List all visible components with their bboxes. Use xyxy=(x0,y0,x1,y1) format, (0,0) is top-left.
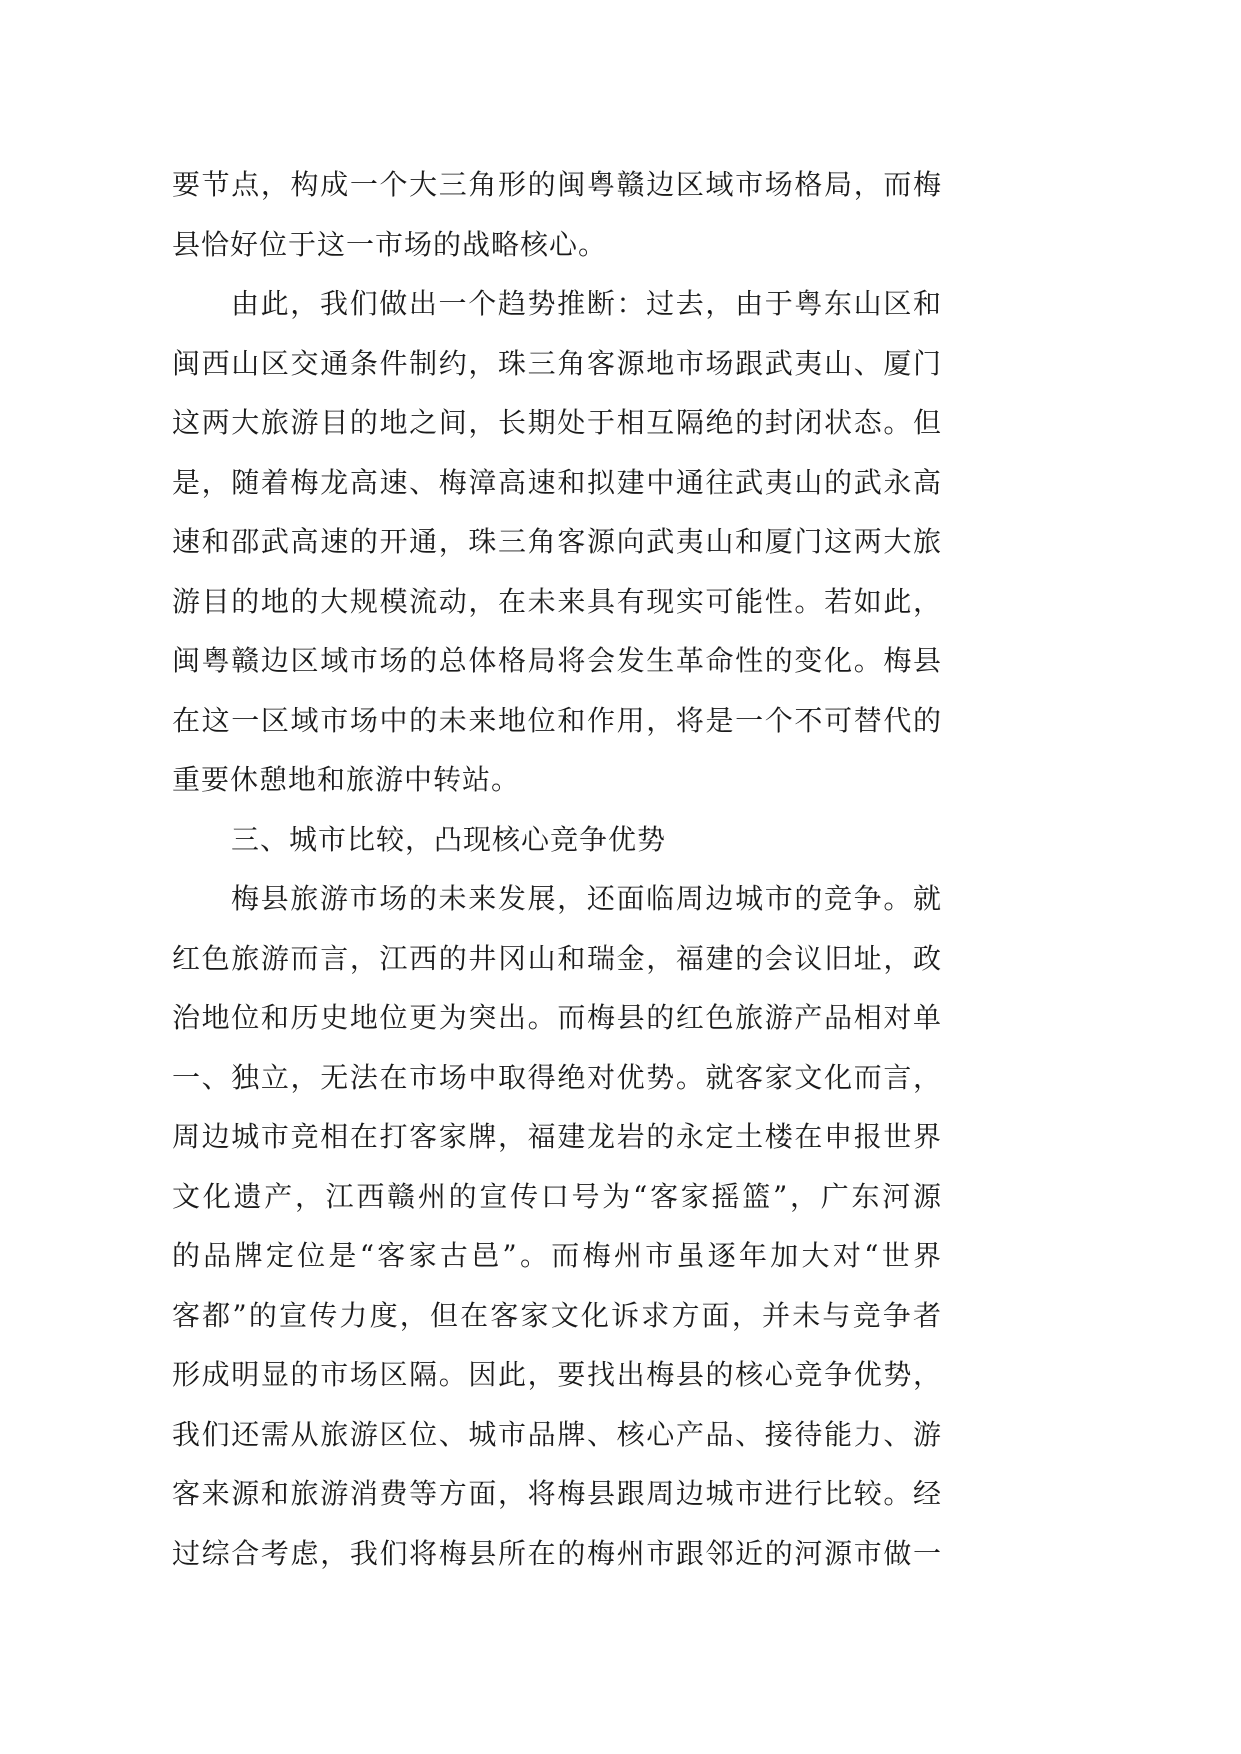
text-line: 梅县旅游市场的未来发展，还面临周边城市的竞争。就 xyxy=(231,882,942,915)
text-line: 要节点，构成一个大三角形的闽粤赣边区域市场格局，而梅 xyxy=(172,168,942,201)
paragraph xyxy=(172,274,942,810)
text-line: 红色旅游而言，江西的井冈山和瑞金，福建的会议旧址，政 xyxy=(172,941,942,975)
text-line: 闽西山区交通条件制约，珠三角客源地市场跟武夷山、厦门 xyxy=(172,346,942,380)
text-line: 过综合考虑，我们将梅县所在的梅州市跟邻近的河源市做一 xyxy=(172,1536,942,1570)
text-line: 是，随着梅龙高速、梅漳高速和拟建中通往武夷山的武永高 xyxy=(172,465,942,499)
paragraph xyxy=(172,869,942,1583)
text-line: 由此，我们做出一个趋势推断：过去，由于粤东山区和 xyxy=(231,287,942,320)
text-line: 在这一区域市场中的未来地位和作用，将是一个不可替代的 xyxy=(172,703,942,737)
section-heading: 三、城市比较，凸现核心竞争优势 xyxy=(231,822,667,856)
text-line: 客来源和旅游消费等方面，将梅县跟周边城市进行比较。经 xyxy=(172,1477,942,1510)
text-line: 闽粤赣边区域市场的总体格局将会发生革命性的变化。梅县 xyxy=(172,644,942,677)
text-line: 速和邵武高速的开通，珠三角客源向武夷山和厦门这两大旅 xyxy=(172,525,942,558)
text-line: 形成明显的市场区隔。因此，要找出梅县的核心竞争优势， xyxy=(172,1358,942,1391)
text-line: 一、独立，无法在市场中取得绝对优势。就客家文化而言， xyxy=(172,1060,942,1094)
document-body xyxy=(172,155,942,1583)
text-line: 文化遗产，江西赣州的宣传口号为“客家摇篮”，广东河源 xyxy=(172,1179,942,1213)
text-line: 我们还需从旅游区位、城市品牌、核心产品、接待能力、游 xyxy=(172,1417,942,1451)
text-line: 重要休憩地和旅游中转站。 xyxy=(172,763,521,796)
text-line: 的品牌定位是“客家古邑”。而梅州市虽逐年加大对“世界 xyxy=(172,1239,942,1272)
text-line: 治地位和历史地位更为突出。而梅县的红色旅游产品相对单 xyxy=(172,1001,942,1034)
paragraph xyxy=(172,155,942,274)
text-line: 客都”的宣传力度，但在客家文化诉求方面，并未与竞争者 xyxy=(172,1298,942,1332)
text-line: 这两大旅游目的地之间，长期处于相互隔绝的封闭状态。但 xyxy=(172,406,942,439)
text-line: 周边城市竞相在打客家牌，福建龙岩的永定土楼在申报世界 xyxy=(172,1120,942,1153)
text-line: 县恰好位于这一市场的战略核心。 xyxy=(172,227,608,261)
text-line: 游目的地的大规模流动，在未来具有现实可能性。若如此， xyxy=(172,584,942,618)
